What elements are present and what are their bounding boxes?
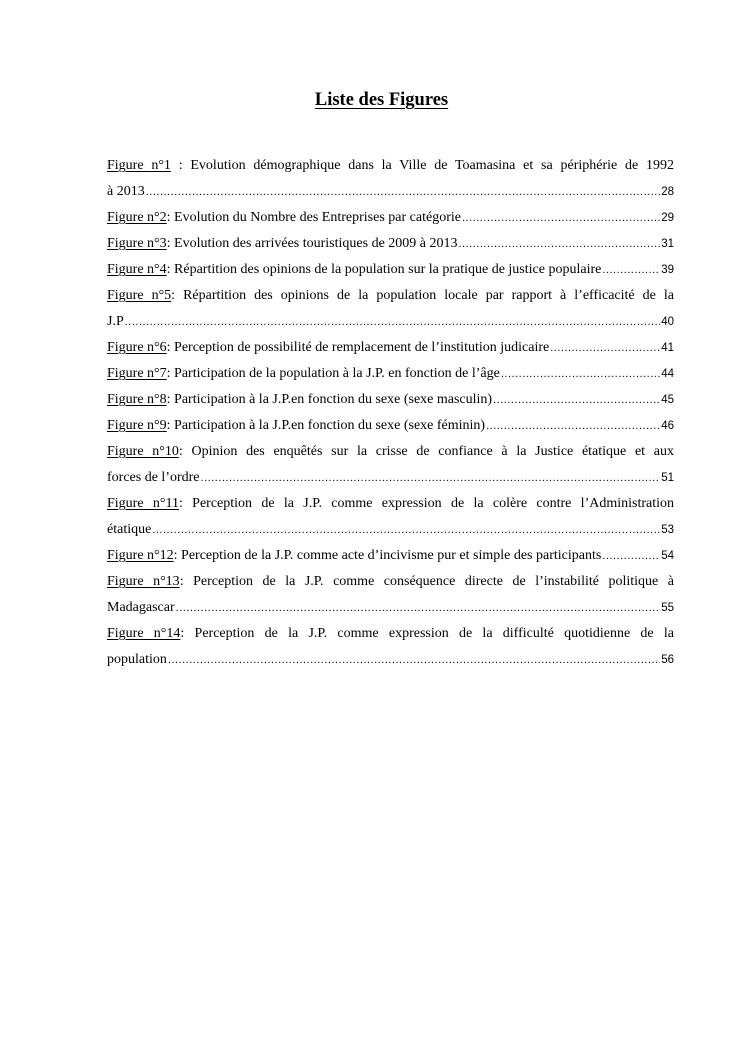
page-number: 40: [661, 316, 674, 328]
figure-row: [107, 335, 674, 361]
figure-caption-line: [107, 621, 674, 647]
figure-link[interactable]: Figure n°3: [107, 236, 167, 251]
figure-caption-line: [107, 439, 674, 465]
figure-row: [107, 543, 674, 569]
figure-row: [107, 517, 674, 543]
figure-entry[interactable]: [107, 491, 674, 543]
page-number: 28: [661, 186, 674, 198]
figure-link[interactable]: Figure n°14: [107, 626, 181, 641]
figure-caption-line: [107, 283, 674, 309]
figure-row: [107, 387, 674, 413]
figure-entry[interactable]: [107, 361, 674, 387]
page-number: 51: [661, 472, 674, 484]
figure-entry[interactable]: [107, 231, 674, 257]
figure-caption: Madagascar: [107, 600, 175, 615]
figure-entry[interactable]: [107, 543, 674, 569]
figure-caption: à 2013: [107, 184, 145, 199]
figure-link[interactable]: Figure n°8: [107, 392, 167, 407]
figure-caption: : Participation à la J.P.en fonction du sexe (sexe masculin): [166, 392, 493, 407]
figure-entry[interactable]: [107, 413, 674, 439]
figure-list: [107, 153, 674, 673]
figure-entry[interactable]: [107, 387, 674, 413]
figure-link[interactable]: Figure n°9: [107, 418, 167, 433]
figure-caption: J.P: [107, 314, 124, 329]
figure-caption: : Répartition des opinions de la population locale par rapport à l’efficacité de la: [171, 288, 674, 303]
figure-link[interactable]: Figure n°10: [107, 444, 179, 459]
figure-caption: : Perception de possibilité de remplacement de l’institution judicaire: [166, 340, 550, 355]
figure-caption: : Evolution du Nombre des Entreprises par catégorie: [166, 210, 461, 225]
dot-leader: [176, 595, 661, 621]
dot-leader: [201, 465, 661, 491]
dot-leader: [501, 361, 660, 387]
figure-caption: forces de l’ordre: [107, 470, 200, 485]
figure-link[interactable]: Figure n°6: [107, 340, 167, 355]
figure-link[interactable]: Figure n°2: [107, 210, 167, 225]
page-number: 53: [661, 524, 674, 536]
figure-entry[interactable]: [107, 153, 674, 205]
dot-leader: [493, 387, 660, 413]
dot-leader: [459, 231, 661, 257]
page-number: 31: [661, 238, 674, 250]
figure-caption: : Perception de la J.P. comme conséquence directe de l’instabilité politique à: [179, 574, 674, 589]
dot-leader: [550, 335, 660, 361]
figure-link[interactable]: Figure n°1: [107, 158, 171, 173]
page-number: 56: [661, 654, 674, 666]
figure-link[interactable]: Figure n°13: [107, 574, 180, 589]
figure-link[interactable]: Figure n°5: [107, 288, 172, 303]
dot-leader: [146, 179, 660, 205]
figure-caption: : Perception de la J.P. comme acte d’incivisme pur et simple des participants: [173, 548, 602, 563]
figure-caption: : Perception de la J.P. comme expression de la colère contre l’Administration: [178, 496, 674, 511]
figure-row: [107, 309, 674, 335]
figure-entry[interactable]: [107, 335, 674, 361]
figure-caption: population: [107, 652, 167, 667]
figure-caption: étatique: [107, 522, 152, 537]
figure-row: [107, 647, 674, 673]
figure-entry[interactable]: [107, 621, 674, 673]
dot-leader: [602, 543, 660, 569]
figure-caption: : Perception de la J.P. comme expression de la difficulté quotidienne de la: [180, 626, 674, 641]
page-number: 39: [661, 264, 674, 276]
figure-row: [107, 205, 674, 231]
page-number: 44: [661, 368, 674, 380]
dot-leader: [486, 413, 660, 439]
dot-leader: [462, 205, 660, 231]
figure-row: [107, 257, 674, 283]
page-number: 41: [661, 342, 674, 354]
figure-caption: : Participation de la population à la J.P. en fonction de l’âge: [166, 366, 500, 381]
figure-entry[interactable]: [107, 205, 674, 231]
figure-row: [107, 465, 674, 491]
figure-entry[interactable]: [107, 569, 674, 621]
page-number: 45: [661, 394, 674, 406]
figure-row: [107, 361, 674, 387]
page-number: 46: [661, 420, 674, 432]
dot-leader: [602, 257, 660, 283]
figure-entry[interactable]: [107, 283, 674, 335]
page-title: Liste des Figures: [314, 90, 449, 110]
figure-link[interactable]: Figure n°11: [107, 496, 179, 511]
dot-leader: [125, 309, 660, 335]
figure-caption: : Participation à la J.P.en fonction du sexe (sexe féminin): [166, 418, 486, 433]
figure-caption: : Evolution démographique dans la Ville de Toamasina et sa périphérie de 1992: [170, 158, 674, 173]
figure-entry[interactable]: [107, 257, 674, 283]
figure-row: [107, 231, 674, 257]
figure-caption-line: [107, 491, 674, 517]
figure-row: [107, 413, 674, 439]
dot-leader: [168, 647, 660, 673]
figure-entry[interactable]: [107, 439, 674, 491]
figure-caption-line: [107, 569, 674, 595]
figure-caption: : Evolution des arrivées touristiques de 2009 à 2013: [166, 236, 458, 251]
figure-link[interactable]: Figure n°7: [107, 366, 167, 381]
figure-row: [107, 595, 674, 621]
figure-caption: : Opinion des enquêtés sur la crisse de confiance à la Justice étatique et aux: [178, 444, 674, 459]
figure-row: [107, 179, 674, 205]
figure-link[interactable]: Figure n°4: [107, 262, 167, 277]
figure-caption: : Répartition des opinions de la population sur la pratique de justice populaire: [166, 262, 602, 277]
page-number: 54: [661, 550, 674, 562]
figure-caption-line: [107, 153, 674, 179]
page-number: 29: [661, 212, 674, 224]
dot-leader: [152, 517, 660, 543]
figure-link[interactable]: Figure n°12: [107, 548, 174, 563]
page-number: 55: [661, 602, 674, 614]
